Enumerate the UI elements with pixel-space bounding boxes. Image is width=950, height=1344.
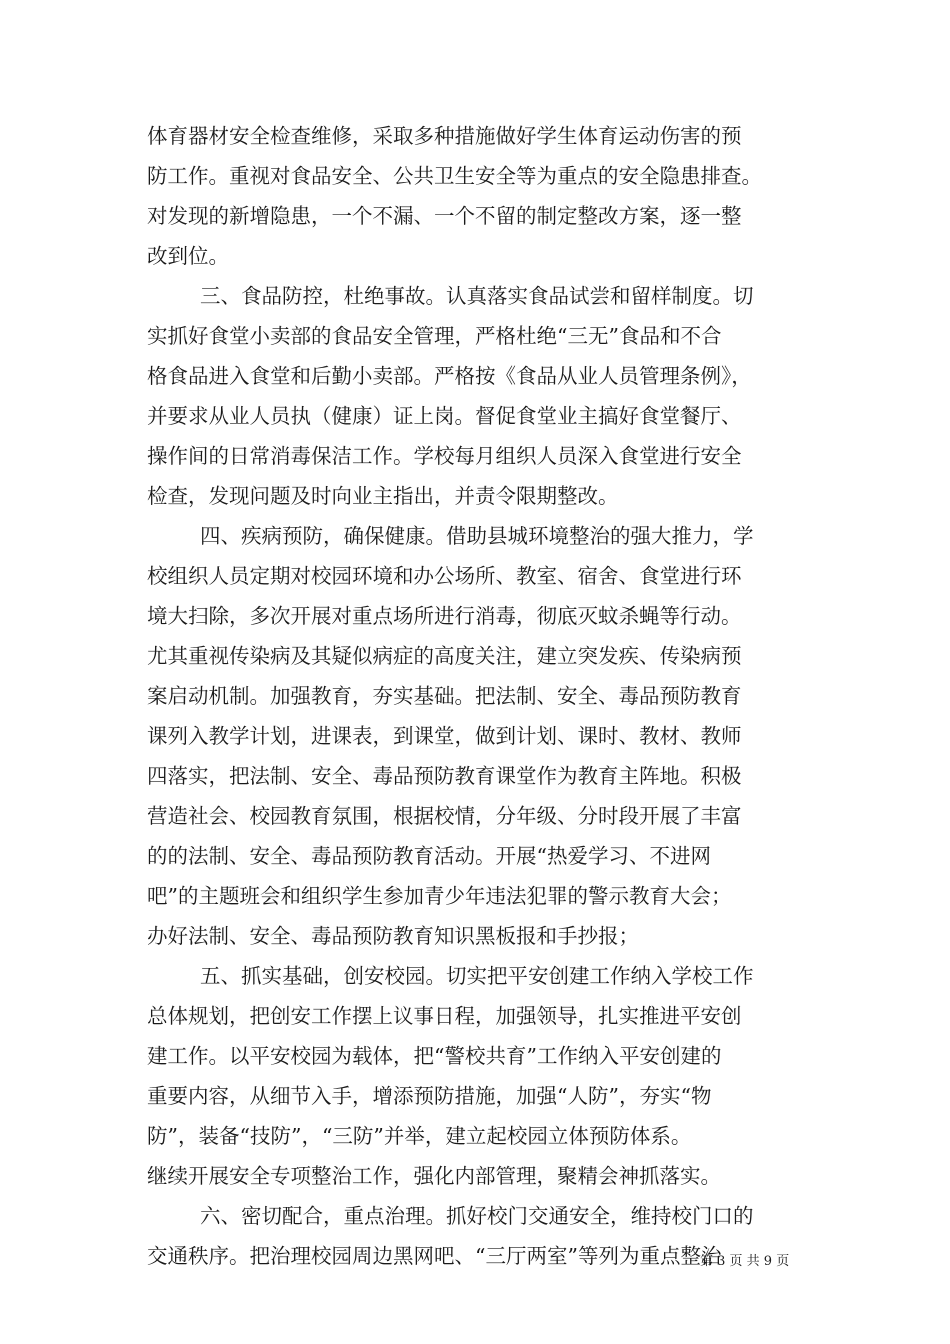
text-line: 校组织人员定期对校园环境和办公场所、教室、宿舍、食堂进行环 [147,564,742,588]
page-number: 第 3 页 共 9 页 [700,1254,790,1269]
text-line: 尤其重视传染病及其疑似病症的高度关注，建立突发疾、传染病预 [147,644,742,668]
text-line: 案启动机制。加强教育，夯实基础。把法制、安全、毒品预防教育 [147,684,742,708]
text-line: 防”，装备“技防”，“三防”并举，建立起校园立体预防体系。 [147,1124,692,1148]
text-line: 四落实，把法制、安全、毒品预防教育课堂作为教育主阵地。积极 [147,764,742,788]
paragraph-start-line: 三、食品防控，杜绝事故。认真落实食品试尝和留样制度。切 [200,284,754,308]
text-line: 实抓好食堂小卖部的食品安全管理，严格杜绝“三无”食品和不合 [147,324,722,348]
paragraph-start-line: 六、密切配合，重点治理。抓好校门交通安全，维持校门口的 [200,1204,754,1228]
text-line: 体育器材安全检查维修，采取多种措施做好学生体育运动伤害的预 [147,124,742,148]
text-line: 课列入教学计划，进课表，到课堂，做到计划、课时、教材、教师 [147,724,742,748]
text-line: 建工作。以平安校园为载体，把“警校共育”工作纳入平安创建的 [147,1044,722,1068]
text-line: 操作间的日常消毒保洁工作。学校每月组织人员深入食堂进行安全 [147,444,742,468]
text-line: 防工作。重视对食品安全、公共卫生安全等为重点的安全隐患排查。 [147,164,762,188]
text-line: 吧”的主题班会和组织学生参加青少年违法犯罪的警示教育大会； [147,884,732,908]
text-line: 办好法制、安全、毒品预防教育知识黑板报和手抄报； [147,924,639,948]
text-line: 境大扫除，多次开展对重点场所进行消毒，彻底灭蚊杀蝇等行动。 [147,604,742,628]
text-line: 检查，发现问题及时向业主指出，并责令限期整改。 [147,484,619,508]
text-line: 重要内容，从细节入手，增添预防措施，加强“人防”，夯实“物 [147,1084,712,1108]
text-line: 格食品进入食堂和后勤小卖部。严格按《食品从业人员管理条例》， [147,364,752,388]
text-line: 并要求从业人员执（健康）证上岗。督促食堂业主搞好食堂餐厅、 [147,404,742,428]
text-line: 营造社会、校园教育氛围，根据校情，分年级、分时段开展了丰富 [147,804,742,828]
paragraph-start-line: 四、疾病预防，确保健康。借助县城环境整治的强大推力，学 [200,524,754,548]
paragraph-start-line: 五、抓实基础，创安校园。切实把平安创建工作纳入学校工作 [200,964,754,988]
text-line: 的的法制、安全、毒品预防教育活动。开展“热爱学习、不进网 [147,844,711,868]
text-line: 总体规划，把创安工作摆上议事日程，加强领导，扎实推进平安创 [147,1004,742,1028]
text-line: 继续开展安全专项整治工作，强化内部管理，聚精会神抓落实。 [147,1164,721,1188]
text-line: 对发现的新增隐患，一个不漏、一个不留的制定整改方案，逐一整 [147,204,742,228]
text-line: 交通秩序。把治理校园周边黑网吧、“三厅两室”等列为重点整治 [147,1244,722,1268]
text-line: 改到位。 [147,244,229,268]
